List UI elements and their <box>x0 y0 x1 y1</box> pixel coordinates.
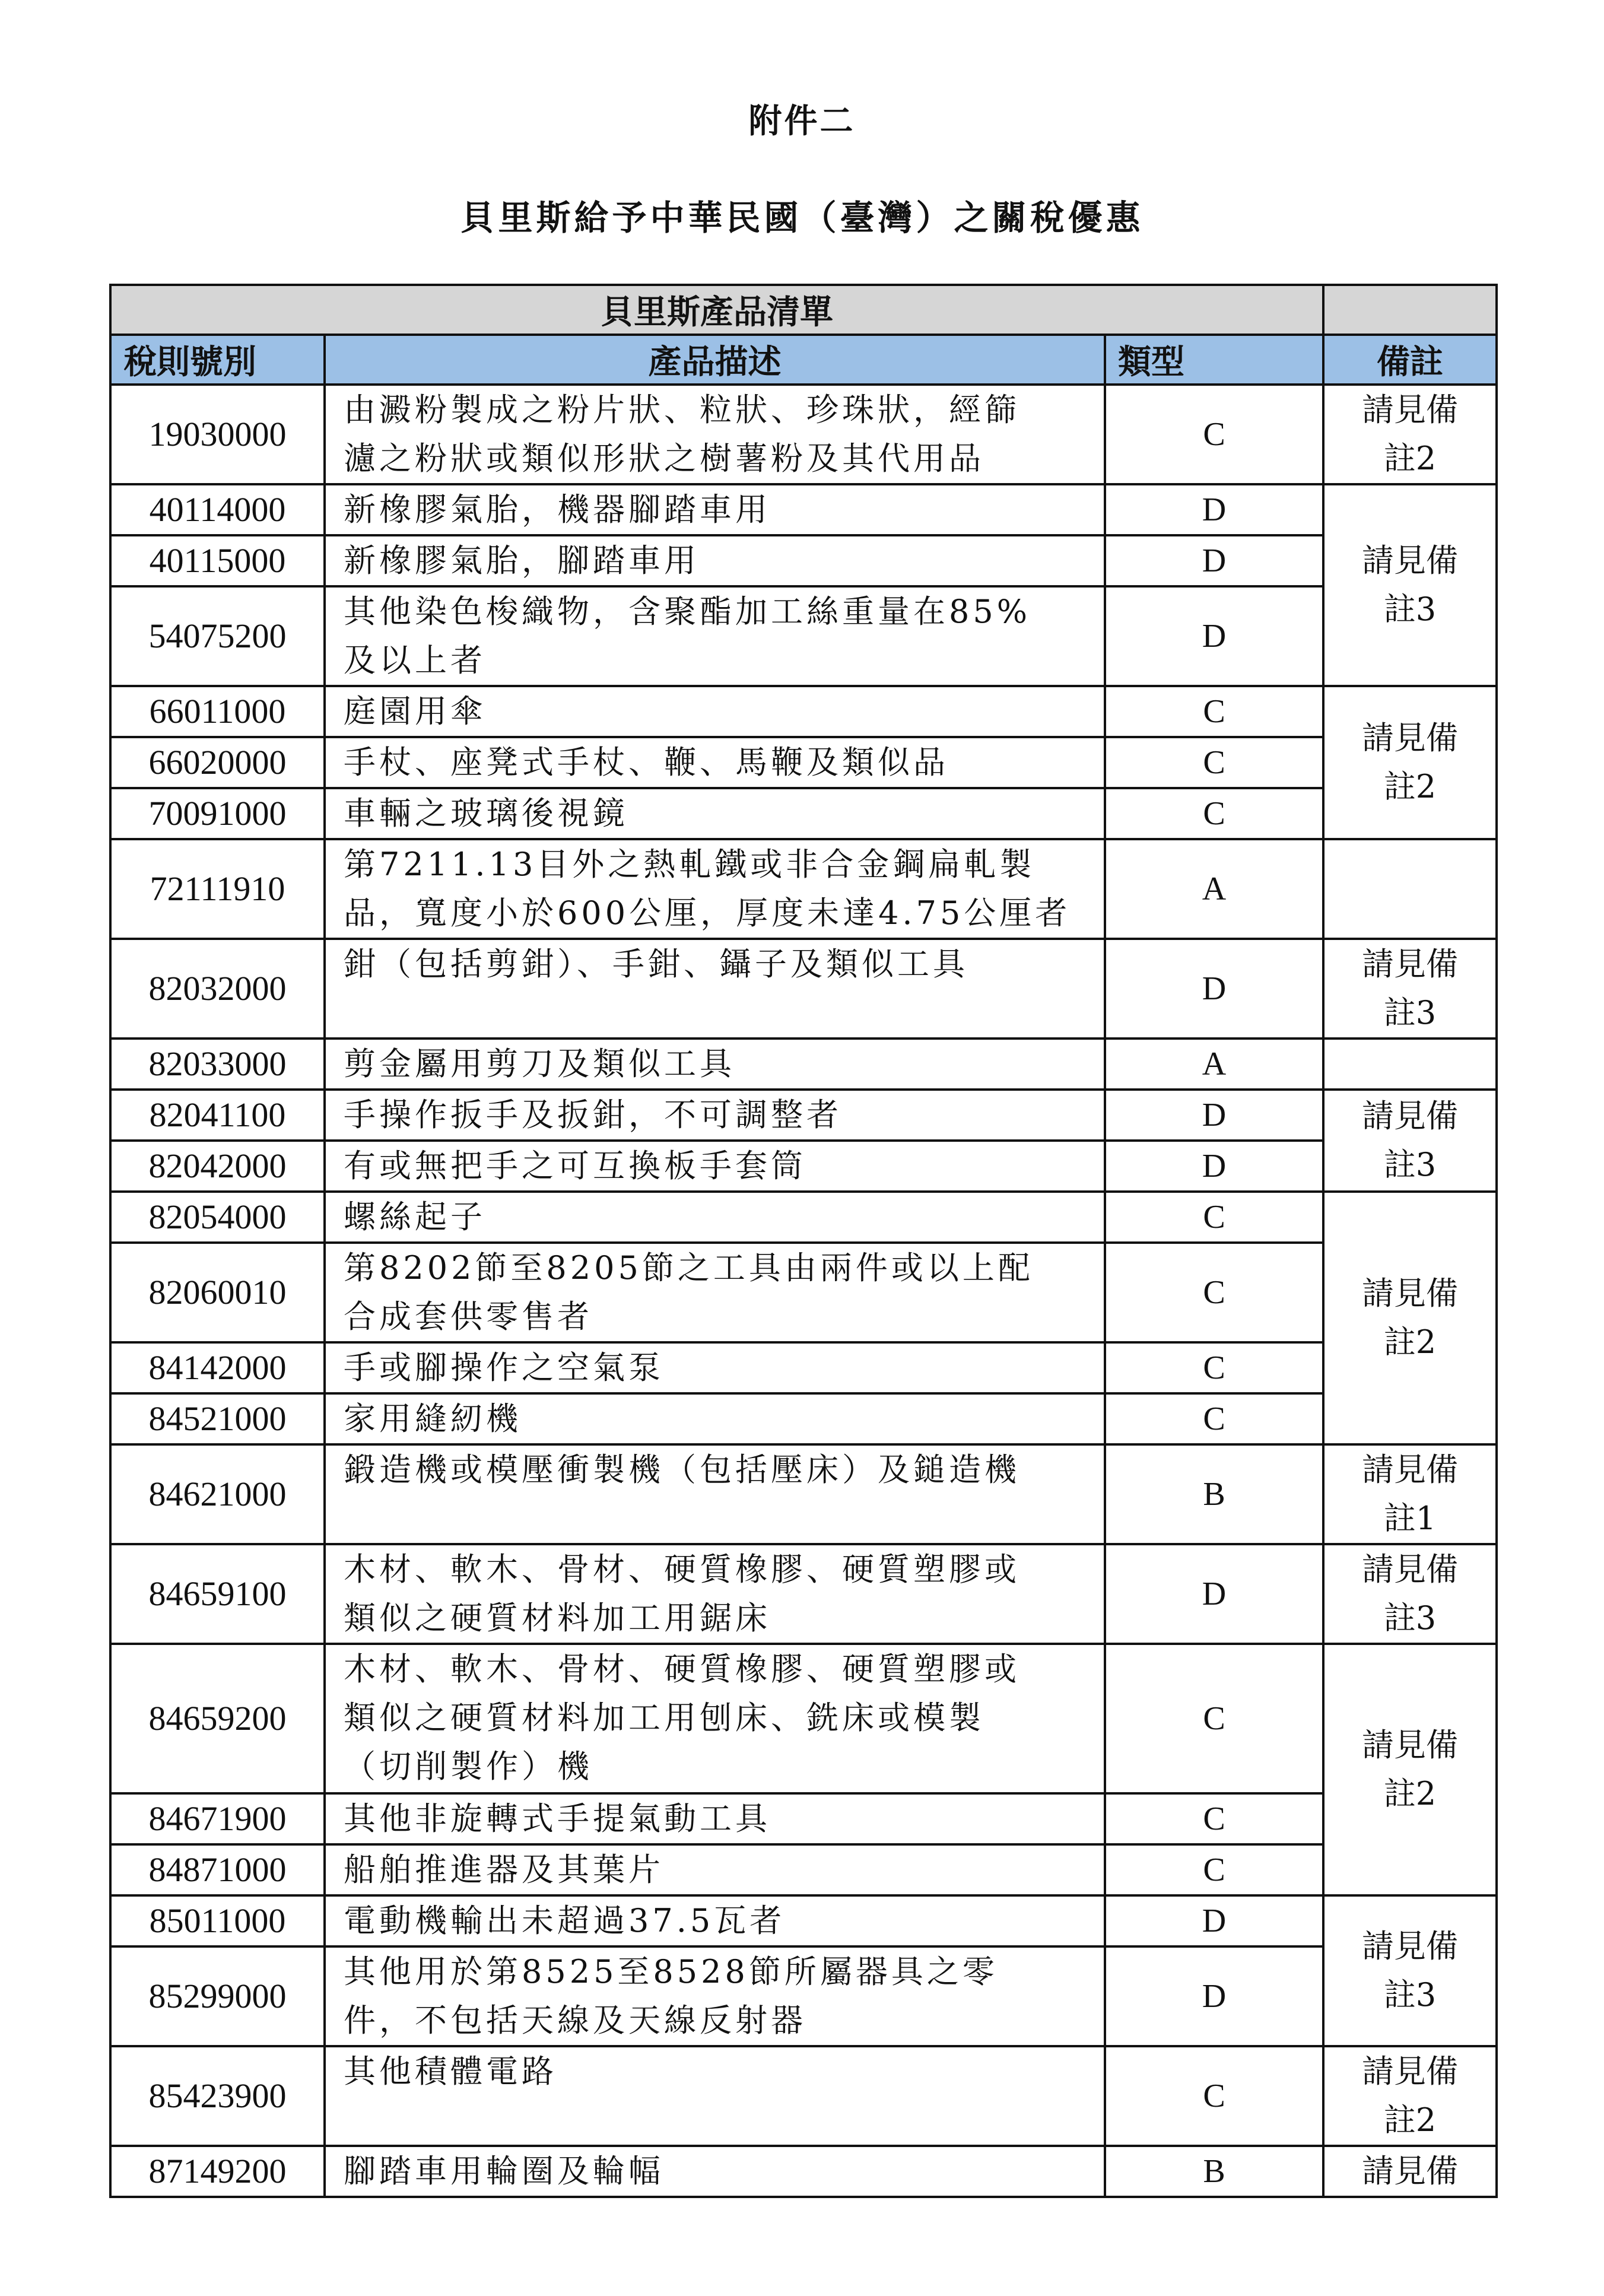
tariff-code: 66020000 <box>110 737 325 788</box>
table-row <box>110 1192 1497 1243</box>
remark-text: 請見備註2 <box>1362 1275 1458 1361</box>
product-description: 腳踏車用輪圈及輪幅 <box>325 2146 1105 2197</box>
product-type: C <box>1105 385 1323 484</box>
tariff-code: 19030000 <box>110 385 325 484</box>
tariff-code: 84142000 <box>110 1342 325 1393</box>
product-type: A <box>1105 839 1323 939</box>
table-row <box>110 737 1497 788</box>
product-type: C <box>1105 1342 1323 1393</box>
remark-cell <box>1323 1444 1497 1544</box>
tariff-code: 82042000 <box>110 1141 325 1192</box>
group-header: 貝里斯產品清單 <box>110 285 1323 335</box>
remark-cell <box>1323 1039 1497 1090</box>
remark-cell <box>1323 385 1497 484</box>
product-type: D <box>1105 535 1323 586</box>
header-type: 類型 <box>1105 335 1323 385</box>
table-row <box>110 2146 1497 2197</box>
table-row <box>110 2046 1497 2146</box>
remark-text: 請見備註2 <box>1362 2053 1458 2139</box>
product-description: 其他積體電路 <box>325 2046 1105 2146</box>
product-list-table <box>109 284 1498 2198</box>
product-description: 其他染色梭織物，含聚酯加工絲重量在85% 及以上者 <box>325 586 1105 686</box>
product-description: 手杖、座凳式手杖、鞭、馬鞭及類似品 <box>325 737 1105 788</box>
product-type: D <box>1105 1544 1323 1644</box>
table-row <box>110 1793 1497 1844</box>
remark-cell <box>1323 1644 1497 1895</box>
table-row <box>110 788 1497 839</box>
tariff-code: 40114000 <box>110 484 325 535</box>
tariff-code: 84521000 <box>110 1393 325 1444</box>
remark-text: 請見備註2 <box>1362 391 1458 477</box>
tariff-code: 85011000 <box>110 1895 325 1946</box>
product-type: C <box>1105 1243 1323 1342</box>
product-type: C <box>1105 1393 1323 1444</box>
table-row <box>110 1444 1497 1544</box>
product-type: D <box>1105 1141 1323 1192</box>
tariff-code: 84659100 <box>110 1544 325 1644</box>
remark-cell <box>1323 2046 1497 2146</box>
table-row <box>110 1895 1497 1946</box>
product-description: 其他用於第8525至8528節所屬器具之零 件，不包括天線及天線反射器 <box>325 1946 1105 2046</box>
product-type: D <box>1105 1090 1323 1141</box>
product-type: C <box>1105 1192 1323 1243</box>
remark-text: 請見備註2 <box>1362 1726 1458 1812</box>
product-description: 手或腳操作之空氣泵 <box>325 1342 1105 1393</box>
table-row <box>110 1141 1497 1192</box>
remark-cell <box>1323 1544 1497 1644</box>
product-type: C <box>1105 737 1323 788</box>
table-row <box>110 1039 1497 1090</box>
product-type: C <box>1105 1644 1323 1793</box>
attachment-label: 附件二 <box>748 101 856 141</box>
product-type: C <box>1105 686 1323 737</box>
product-description: 剪金屬用剪刀及類似工具 <box>325 1039 1105 1090</box>
tariff-code: 85423900 <box>110 2046 325 2146</box>
product-description: 手操作扳手及扳鉗，不可調整者 <box>325 1090 1105 1141</box>
product-type: B <box>1105 2146 1323 2197</box>
remark-text: 請見備 <box>1362 2152 1458 2190</box>
table-row <box>110 1342 1497 1393</box>
product-description: 第8202節至8205節之工具由兩件或以上配 合成套供零售者 <box>325 1243 1105 1342</box>
column-header-row <box>110 335 1497 385</box>
product-description: 鍛造機或模壓衝製機（包括壓床）及鎚造機 <box>325 1444 1105 1544</box>
product-description: 新橡膠氣胎，腳踏車用 <box>325 535 1105 586</box>
product-description: 木材、軟木、骨材、硬質橡膠、硬質塑膠或 類似之硬質材料加工用刨床、銑床或模製 （切削製作）機 <box>325 1644 1105 1793</box>
table-row <box>110 586 1497 686</box>
product-type: C <box>1105 1844 1323 1895</box>
table-row <box>110 1544 1497 1644</box>
tariff-code: 82060010 <box>110 1243 325 1342</box>
product-type: C <box>1105 2046 1323 2146</box>
remark-cell <box>1323 839 1497 939</box>
remark-cell <box>1323 2146 1497 2197</box>
product-description: 鉗（包括剪鉗）、手鉗、鑷子及類似工具 <box>325 939 1105 1039</box>
table-row <box>110 939 1497 1039</box>
remark-cell <box>1323 686 1497 839</box>
table-row <box>110 484 1497 535</box>
remark-text: 請見備註3 <box>1362 1927 1458 2014</box>
product-description: 電動機輸出未超過37.5瓦者 <box>325 1895 1105 1946</box>
product-description: 由澱粉製成之粉片狀、粒狀、珍珠狀，經篩 濾之粉狀或類似形狀之樹薯粉及其代用品 <box>325 385 1105 484</box>
table-body <box>110 385 1497 2197</box>
header-remark: 備註 <box>1323 335 1497 385</box>
tariff-code: 84871000 <box>110 1844 325 1895</box>
tariff-code: 87149200 <box>110 2146 325 2197</box>
table-row <box>110 839 1497 939</box>
remark-cell <box>1323 484 1497 686</box>
tariff-code: 72111910 <box>110 839 325 939</box>
product-type: B <box>1105 1444 1323 1544</box>
group-header-row <box>110 285 1497 335</box>
product-description: 新橡膠氣胎，機器腳踏車用 <box>325 484 1105 535</box>
table-row <box>110 535 1497 586</box>
product-description: 車輛之玻璃後視鏡 <box>325 788 1105 839</box>
document-title: 貝里斯給予中華民國（臺灣）之關稅優惠 <box>460 198 1144 238</box>
tariff-code: 84671900 <box>110 1793 325 1844</box>
product-type: D <box>1105 484 1323 535</box>
product-description: 第7211.13目外之熱軋鐵或非合金鋼扁軋製 品，寬度小於600公厘，厚度未達4.75公厘者 <box>325 839 1105 939</box>
remark-cell <box>1323 939 1497 1039</box>
remark-text: 請見備註3 <box>1362 1551 1458 1637</box>
table-row <box>110 385 1497 484</box>
table-row <box>110 1946 1497 2046</box>
tariff-code: 54075200 <box>110 586 325 686</box>
tariff-code: 40115000 <box>110 535 325 586</box>
remark-cell <box>1323 1895 1497 2046</box>
product-description: 庭園用傘 <box>325 686 1105 737</box>
tariff-code: 82054000 <box>110 1192 325 1243</box>
product-type: A <box>1105 1039 1323 1090</box>
tariff-code: 84621000 <box>110 1444 325 1544</box>
product-description: 船舶推進器及其葉片 <box>325 1844 1105 1895</box>
remark-cell <box>1323 1090 1497 1192</box>
product-description: 其他非旋轉式手提氣動工具 <box>325 1793 1105 1844</box>
table-row <box>110 686 1497 737</box>
tariff-code: 70091000 <box>110 788 325 839</box>
remark-text: 請見備註3 <box>1362 945 1458 1031</box>
product-description: 螺絲起子 <box>325 1192 1105 1243</box>
tariff-code: 82041100 <box>110 1090 325 1141</box>
tariff-code: 82033000 <box>110 1039 325 1090</box>
tariff-code: 84659200 <box>110 1644 325 1793</box>
product-description: 家用縫紉機 <box>325 1393 1105 1444</box>
table-row <box>110 1090 1497 1141</box>
tariff-code: 66011000 <box>110 686 325 737</box>
product-type: D <box>1105 1946 1323 2046</box>
product-type: C <box>1105 1793 1323 1844</box>
header-code: 稅則號別 <box>110 335 325 385</box>
product-type: D <box>1105 939 1323 1039</box>
table-row <box>110 1243 1497 1342</box>
product-type: D <box>1105 586 1323 686</box>
remark-text: 請見備註3 <box>1362 542 1458 628</box>
table-row <box>110 1644 1497 1793</box>
product-description: 木材、軟木、骨材、硬質橡膠、硬質塑膠或 類似之硬質材料加工用鋸床 <box>325 1544 1105 1644</box>
table-row <box>110 1844 1497 1895</box>
table-row <box>110 1393 1497 1444</box>
remark-text: 請見備註2 <box>1362 719 1458 805</box>
product-type: D <box>1105 1895 1323 1946</box>
product-type: C <box>1105 788 1323 839</box>
tariff-code: 85299000 <box>110 1946 325 2046</box>
product-description: 有或無把手之可互換板手套筒 <box>325 1141 1105 1192</box>
remark-text: 請見備註1 <box>1362 1451 1458 1537</box>
header-description: 產品描述 <box>325 335 1105 385</box>
remark-text: 請見備註3 <box>1362 1097 1458 1183</box>
remark-cell <box>1323 1192 1497 1444</box>
tariff-code: 82032000 <box>110 939 325 1039</box>
group-header-blank <box>1323 285 1497 335</box>
